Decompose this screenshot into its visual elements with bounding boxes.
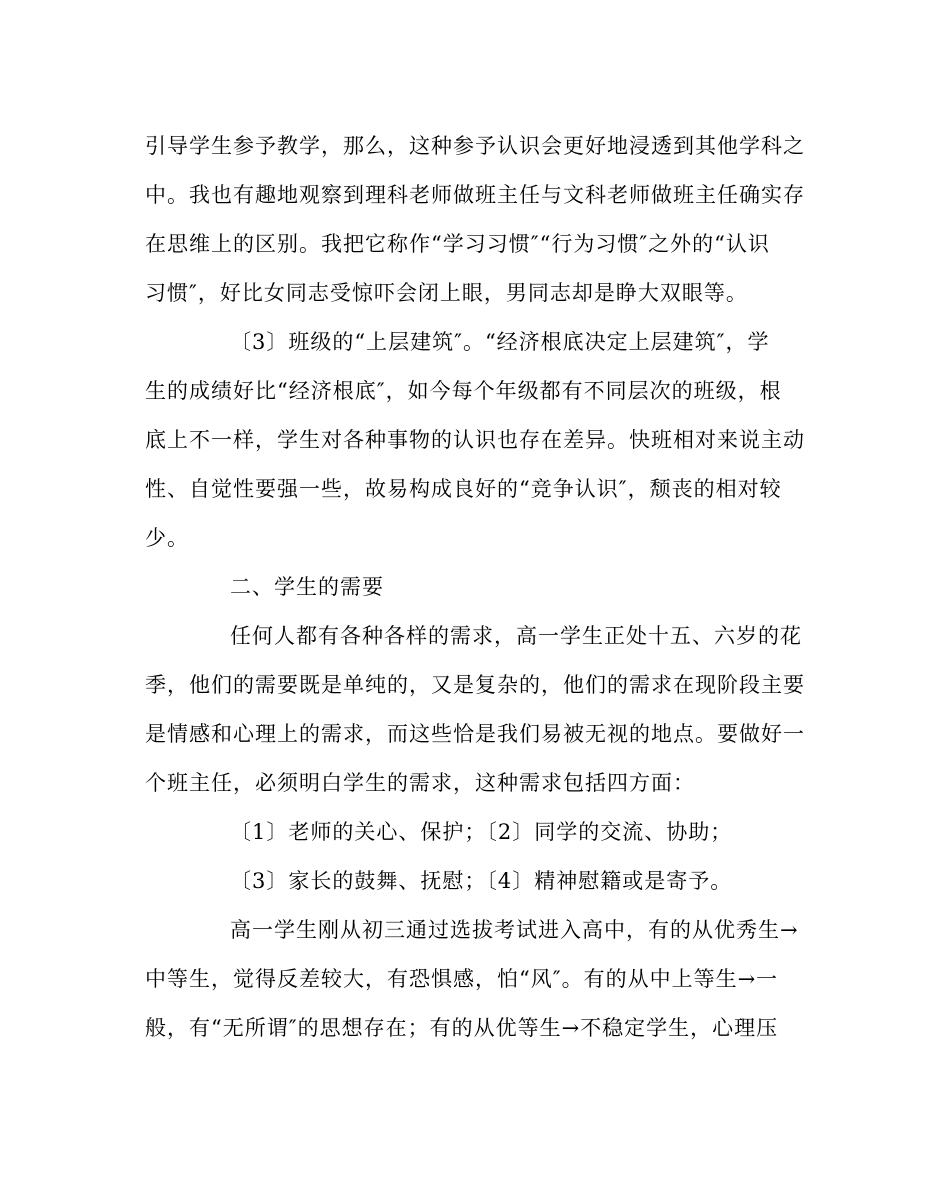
text-line: 底上不一样，学生对各种事物的认识也存在差异。快班相对来说主动 [145, 428, 805, 452]
text-line: 少。 [145, 526, 189, 550]
text-line: 中等生，觉得反差较大，有恐惧感，怕“风″。有的从中上等生→一 [145, 967, 779, 991]
text-line: 任何人都有各种各样的需求，高一学生正处十五、六岁的花 [230, 624, 802, 648]
text-line: 个班主任，必须明白学生的需求，这种需求包括四方面： [145, 771, 695, 795]
text-line: 季，他们的需要既是单纯的，又是复杂的，他们的需求在现阶段主要 [145, 673, 805, 697]
text-line: 中。我也有趣地观察到理科老师做班主任与文科老师做班主任确实存 [145, 183, 805, 207]
text-line: 般，有“无所谓″的思想存在；有的从优等生→不稳定学生，心理压 [145, 1016, 779, 1040]
text-line: 高一学生刚从初三通过选拔考试进入高中，有的从优秀生→ [230, 918, 799, 942]
text-line: 性、自觉性要强一些，故易构成良好的“竞争认识″，颓丧的相对较 [145, 477, 782, 501]
section-heading: 二、学生的需要 [230, 575, 384, 599]
text-line: 〔1〕老师的关心、保护；〔2〕同学的交流、协助； [230, 820, 733, 844]
text-line: 生的成绩好比“经济根底″，如今每个年级都有不同层次的班级，根 [145, 379, 782, 403]
text-line: 是情感和心理上的需求，而这些恰是我们易被无视的地点。要做好一 [145, 722, 805, 746]
text-line: 在思维上的区别。我把它称作“学习习惯″“行为习惯″之外的“认识 [145, 232, 770, 256]
text-line: 习惯″，好比女同志受惊吓会闭上眼，男同志却是睁大双眼等。 [145, 281, 748, 305]
text-line: 引导学生参予教学，那么，这种参予认识会更好地浸透到其他学科之 [145, 134, 805, 158]
text-line: 〔3〕班级的“上层建筑″。“经济根底决定上层建筑″，学 [230, 330, 770, 354]
text-line: 〔3〕家长的鼓舞、抚慰；〔4〕精神慰籍或是寄予。 [230, 869, 733, 893]
